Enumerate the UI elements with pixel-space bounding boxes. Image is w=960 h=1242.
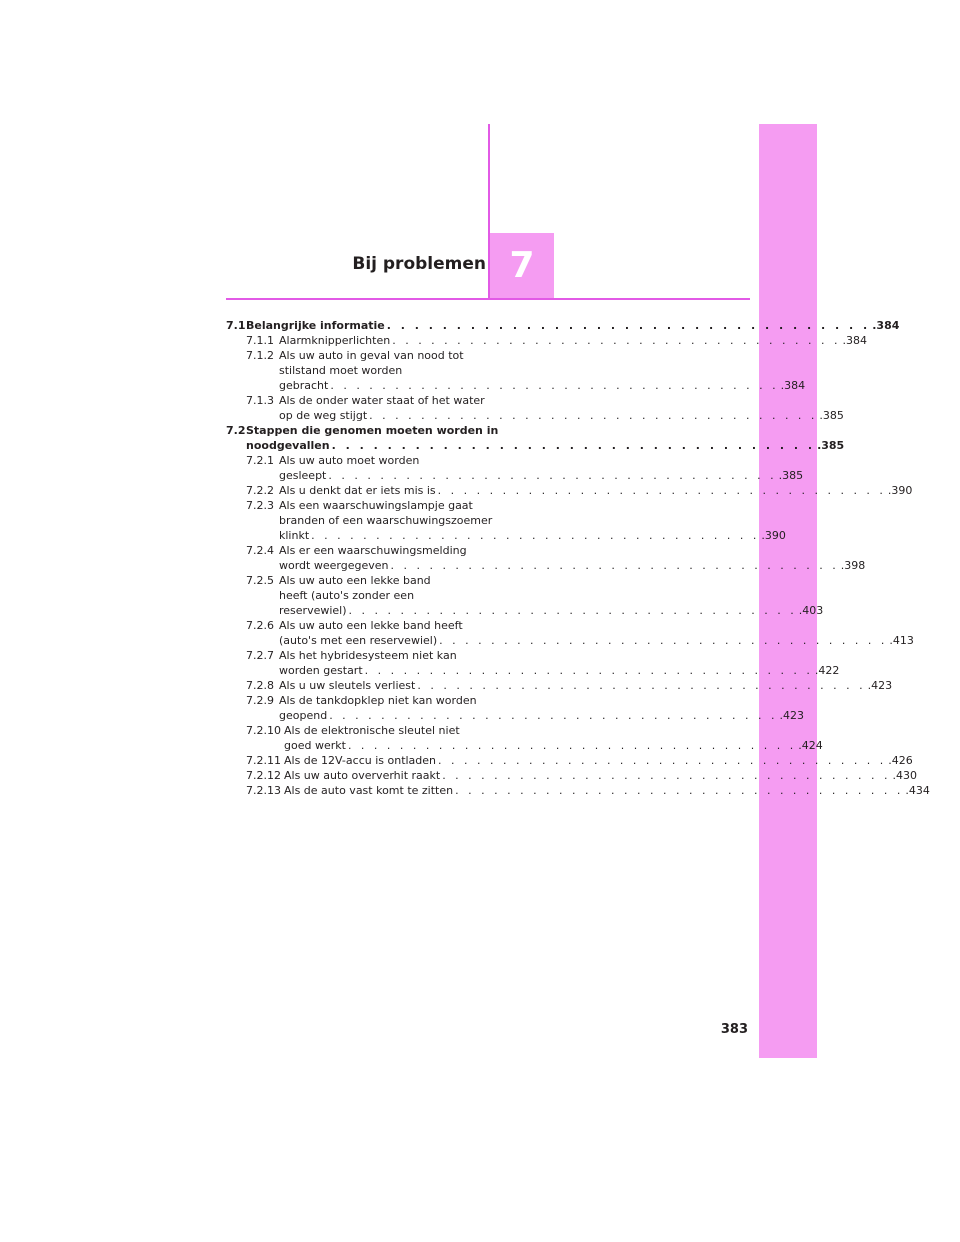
toc-entry-body [246, 423, 844, 453]
toc-entry[interactable] [226, 333, 867, 348]
toc-entry-title-line: (auto's met een reservewiel) [279, 634, 438, 647]
toc-entry-title-line: stilstand moet worden [279, 364, 403, 377]
toc-entry-title-line: Als uw auto in geval van nood tot [279, 349, 464, 362]
toc-leader-dots [436, 753, 888, 768]
toc-leader-dots [385, 318, 872, 333]
toc-entry-last-line [279, 483, 912, 498]
toc-entry-title-line: klinkt [279, 529, 310, 542]
toc-entry-number: 7.2.9 [246, 694, 274, 707]
toc-leader-dots [326, 468, 778, 483]
toc-leader-dots [347, 603, 799, 618]
toc-entry-number: 7.2.2 [246, 484, 274, 497]
toc-entry-body [279, 498, 786, 543]
toc-entry-page: .390 [761, 529, 786, 542]
toc-entry-title-line: Als er een waarschuwingsmelding [279, 544, 467, 557]
toc-entry-body [284, 783, 930, 798]
toc-entry-title-line: op de weg stijgt [279, 409, 368, 422]
toc-entry-last-line [284, 768, 917, 783]
toc-entry-body [246, 318, 899, 333]
toc-entry-page: .424 [798, 739, 823, 752]
toc-entry-body [284, 768, 917, 783]
toc-entry-number: 7.2.3 [246, 499, 274, 512]
toc-entry-last-line [279, 663, 839, 678]
toc-entry-page: .398 [840, 559, 866, 572]
toc-entry[interactable] [226, 753, 913, 768]
toc-entry-last-line [284, 738, 823, 753]
toc-entry[interactable] [226, 483, 913, 498]
toc-entry-last-line [279, 708, 804, 723]
toc-entry-title-line: Als u uw sleutels verliest [279, 679, 416, 692]
toc-entry-number: 7.2.5 [246, 574, 274, 587]
toc-entry-number: 7.2.1 [246, 454, 274, 467]
toc-leader-dots [330, 438, 817, 453]
toc-entry-number: 7.2.12 [246, 769, 281, 782]
toc-entry-number: 7.1 [226, 319, 246, 332]
toc-entry-last-line [284, 753, 913, 768]
toc-leader-dots [415, 678, 867, 693]
page-number: 383 [720, 1022, 748, 1037]
toc-entry-title-line: Alarmknipperlichten [279, 334, 391, 347]
toc-entry-title-line: worden gestart [279, 664, 363, 677]
toc-entry-page: .385 [819, 409, 844, 422]
toc-entry-title-line: Als de elektronische sleutel niet [284, 724, 460, 737]
toc-leader-dots [390, 333, 842, 348]
toc-leader-dots [453, 783, 905, 798]
toc-entry-page: .422 [814, 664, 840, 677]
toc-entry-number: 7.2.13 [246, 784, 281, 797]
toc-entry-number: 7.2 [226, 424, 246, 437]
chapter-number: 7 [509, 245, 535, 286]
table-of-contents [226, 318, 930, 798]
toc-entry-title-line: Als uw auto een lekke band heeft [279, 619, 463, 632]
toc-entry-last-line [279, 468, 803, 483]
toc-entry[interactable] [226, 498, 786, 543]
toc-entry-title-line: branden of een waarschuwingszoemer [279, 514, 493, 527]
toc-entry-number: 7.2.8 [246, 679, 274, 692]
toc-entry-title-line: Stappen die genomen moeten worden in [246, 424, 499, 437]
toc-entry-body [279, 348, 805, 393]
toc-entry-title-line: gesleept [279, 469, 327, 482]
toc-entry-last-line [284, 783, 930, 798]
toc-entry-body [279, 618, 914, 648]
toc-leader-dots [436, 483, 888, 498]
toc-entry-title-line: Als uw auto een lekke band [279, 574, 431, 587]
toc-entry-body [279, 693, 804, 723]
toc-entry-page: .390 [887, 484, 913, 497]
toc-leader-dots [367, 408, 819, 423]
toc-entry-page: .423 [867, 679, 893, 692]
toc-entry[interactable] [226, 573, 824, 618]
toc-entry-last-line [279, 633, 914, 648]
chapter-title: Bij problemen [352, 254, 486, 274]
toc-entry-body [279, 543, 865, 573]
toc-entry-title-line: Belangrijke informatie [246, 319, 385, 332]
header-horizontal-rule [226, 298, 750, 300]
toc-entry[interactable] [226, 453, 804, 483]
toc-entry-number: 7.2.7 [246, 649, 274, 662]
toc-entry-body [279, 453, 803, 483]
toc-entry-number: 7.1.1 [246, 334, 274, 347]
toc-leader-dots [309, 528, 761, 543]
toc-entry-title-line: Als de tankdopklep niet kan worden [279, 694, 477, 707]
toc-entry-title-line: goed werkt [284, 739, 346, 752]
toc-entry[interactable] [226, 393, 844, 423]
toc-entry-page: .434 [905, 784, 930, 797]
toc-entry-body [279, 678, 892, 693]
toc-entry-last-line [279, 678, 892, 693]
toc-entry[interactable] [226, 318, 900, 333]
toc-entry[interactable] [226, 618, 914, 648]
toc-entry-page: .384 [842, 334, 867, 347]
toc-entry-body [284, 723, 823, 753]
toc-entry-number: 7.2.6 [246, 619, 274, 632]
toc-entry-title-line: Als uw auto moet worden [279, 454, 420, 467]
toc-entry-page: .430 [892, 769, 917, 782]
toc-entry-number: 7.1.2 [246, 349, 274, 362]
toc-entry-page: .385 [817, 439, 845, 452]
toc-entry-title-line: Als u denkt dat er iets mis is [279, 484, 436, 497]
toc-entry[interactable] [226, 768, 917, 783]
toc-entry[interactable] [226, 648, 840, 678]
toc-entry-title-line: wordt weergegeven [279, 559, 389, 572]
toc-entry-page: .384 [872, 319, 900, 332]
toc-entry-page: .384 [780, 379, 806, 392]
toc-leader-dots [388, 558, 840, 573]
toc-entry-page: .403 [798, 604, 824, 617]
toc-entry-body [279, 393, 844, 423]
toc-leader-dots [328, 378, 780, 393]
toc-entry[interactable] [226, 693, 804, 723]
toc-entry-title-line: Als uw auto oververhit raakt [284, 769, 441, 782]
toc-entry-title-line: heeft (auto's zonder een [279, 589, 415, 602]
toc-entry[interactable] [226, 423, 845, 453]
toc-leader-dots [346, 738, 798, 753]
toc-entry-body [279, 483, 912, 498]
toc-entry-last-line [279, 408, 844, 423]
toc-entry-title-line: Als de auto vast komt te zitten [284, 784, 454, 797]
toc-leader-dots [437, 633, 889, 648]
toc-entry-page: .423 [779, 709, 804, 722]
toc-entry-last-line [279, 603, 823, 618]
toc-entry-number: 7.2.4 [246, 544, 274, 557]
toc-entry-last-line [279, 528, 786, 543]
toc-entry-body [279, 333, 867, 348]
toc-entry-title-line: Als het hybridesysteem niet kan [279, 649, 457, 662]
chapter-number-box [490, 233, 554, 298]
toc-entry-last-line [279, 378, 805, 393]
toc-entry-title-line: reservewiel) [279, 604, 347, 617]
toc-entry-last-line [279, 333, 867, 348]
toc-entry[interactable] [226, 783, 930, 798]
toc-leader-dots [327, 708, 779, 723]
toc-entry-body [279, 648, 839, 678]
toc-entry-title-line: Als de 12V-accu is ontladen [284, 754, 437, 767]
toc-leader-dots [440, 768, 892, 783]
toc-entry-last-line [246, 318, 899, 333]
toc-entry-title-line: geopend [279, 709, 328, 722]
toc-entry-body [284, 753, 913, 768]
toc-entry-number: 7.2.10 [246, 724, 281, 737]
toc-entry-last-line [246, 438, 844, 453]
toc-entry-title-line: gebracht [279, 379, 329, 392]
toc-entry[interactable] [226, 678, 893, 693]
toc-entry[interactable] [226, 543, 866, 573]
toc-entry[interactable] [226, 348, 806, 393]
toc-entry-number: 7.2.11 [246, 754, 281, 767]
toc-entry[interactable] [226, 723, 823, 753]
toc-leader-dots [363, 663, 815, 678]
toc-entry-number: 7.1.3 [246, 394, 274, 407]
toc-entry-title-line: Als een waarschuwingslampje gaat [279, 499, 473, 512]
toc-entry-title-line: Als de onder water staat of het water [279, 394, 485, 407]
toc-entry-page: .385 [778, 469, 804, 482]
toc-entry-page: .413 [889, 634, 914, 647]
toc-entry-page: .426 [888, 754, 913, 767]
toc-entry-body [279, 573, 823, 618]
toc-entry-last-line [279, 558, 865, 573]
toc-entry-title-line: noodgevallen [246, 439, 330, 452]
